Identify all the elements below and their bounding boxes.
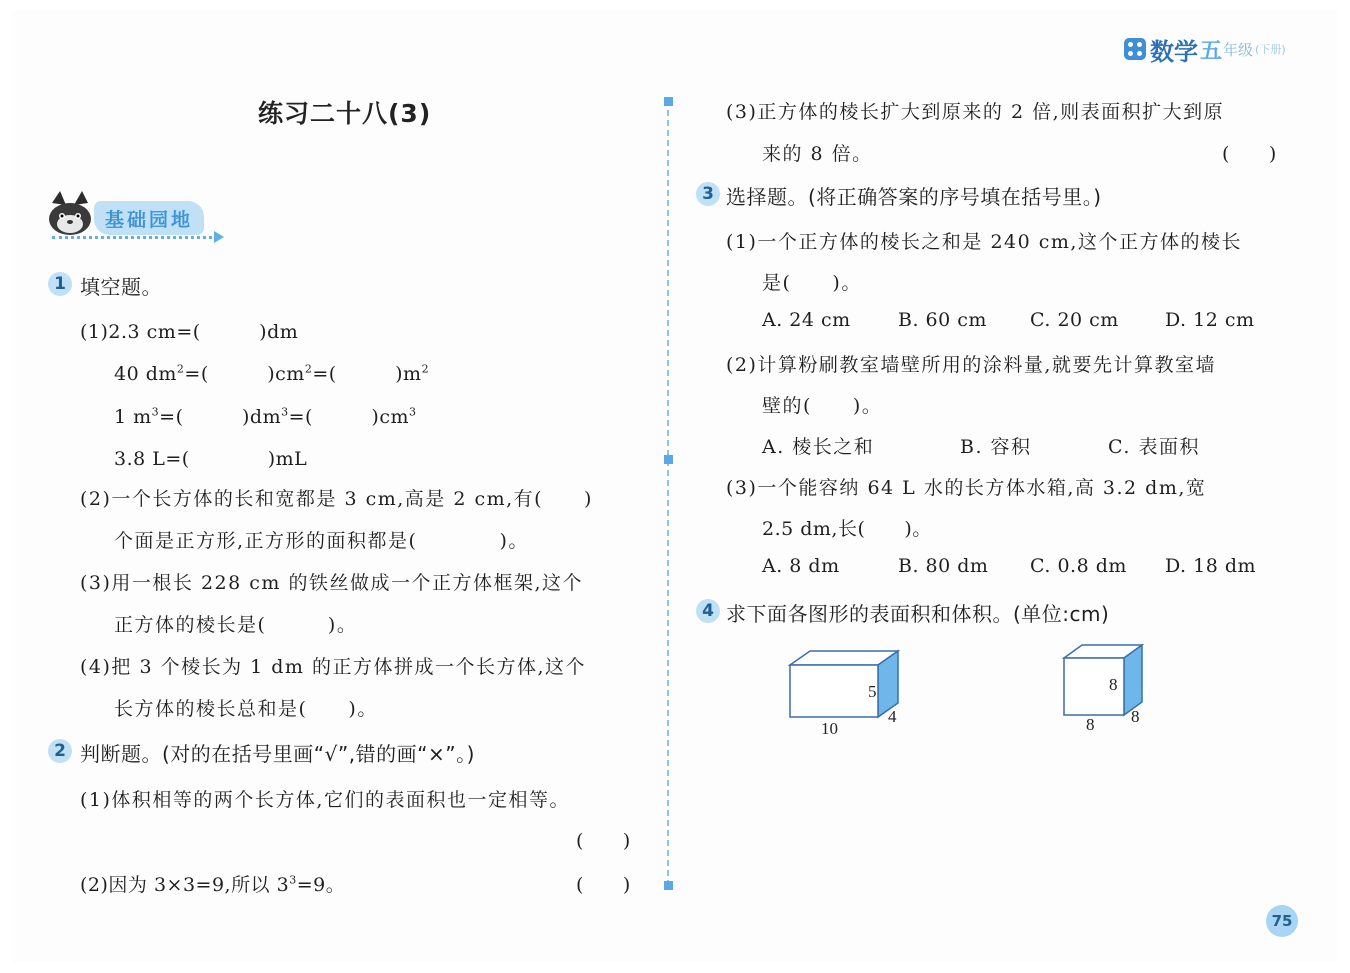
q3-1-line2: 是( )。	[762, 272, 862, 294]
q3-2-line1: (2)计算粉刷教室墙壁所用的涂料量,就要先计算教室墙	[726, 354, 1216, 376]
q3-2-option-c: C. 表面积	[1108, 436, 1200, 458]
q3-1-option-a: A. 24 cm	[762, 309, 851, 331]
cube-height-label: 8	[1109, 675, 1118, 694]
q2-2-blank[interactable]: ( )	[576, 874, 631, 896]
q3-2-option-a: A. 棱长之和	[762, 436, 875, 458]
cuboid-length-label: 10	[821, 719, 838, 738]
mascot-icon	[46, 191, 94, 237]
cuboid-figure	[780, 645, 910, 740]
q1-1-line1: (1)2.3 cm=( )dm	[80, 321, 299, 343]
q3-1-line1: (1)一个正方体的棱长之和是 240 cm,这个正方体的棱长	[726, 231, 1242, 253]
page-title: 练习二十八(3)	[258, 99, 432, 128]
cuboid-height-label: 5	[868, 682, 877, 701]
q3-1-option-b: B. 60 cm	[898, 309, 987, 331]
q2-3-line1: (3)正方体的棱长扩大到原来的 2 倍,则表面积扩大到原	[726, 101, 1225, 123]
q1-1-line3: 1 $m^3=$( )$dm^3=$( )$cm^3$	[114, 405, 417, 428]
q3-1-option-c: C. 20 cm	[1030, 309, 1119, 331]
q2-1-blank[interactable]: ( )	[576, 830, 631, 852]
q3-3-option-b: B. 80 dm	[898, 555, 989, 577]
q3-3-option-d: D. 18 dm	[1165, 555, 1257, 577]
brand-volume: (下册)	[1255, 43, 1286, 56]
cube-width-label: 8	[1131, 707, 1140, 726]
brand-level: 年级	[1223, 40, 1254, 59]
divider-marker	[664, 455, 673, 464]
q1-heading: 填空题。	[80, 275, 162, 299]
q1-number: 1	[48, 272, 72, 296]
header-brand	[1124, 34, 1286, 64]
q3-number: 3	[696, 182, 720, 206]
cube-figure	[1056, 642, 1156, 737]
q3-2-line2: 壁的( )。	[762, 395, 883, 417]
q3-heading: 选择题。(将正确答案的序号填在括号里。)	[726, 185, 1102, 209]
q3-1-option-d: D. 12 cm	[1165, 309, 1255, 331]
q3-3-option-a: A. 8 dm	[762, 555, 840, 577]
q4-heading: 求下面各图形的表面积和体积。(单位:cm)	[726, 602, 1110, 626]
q3-3-line1: (3)一个能容纳 64 L 水的长方体水箱,高 3.2 dm,宽	[726, 477, 1207, 499]
divider-marker	[664, 97, 673, 106]
q3-3-line2: 2.5 dm,长( )。	[762, 518, 932, 540]
q2-heading: 判断题。(对的在括号里画“√”,错的画“×”。)	[80, 742, 475, 766]
q2-number: 2	[48, 739, 72, 763]
q2-1-line1: (1)体积相等的两个长方体,它们的表面积也一定相等。	[80, 789, 570, 811]
q2-2-line: (2)因为 3×3=9,所以 $3^3=9$。	[80, 873, 346, 896]
section-badge: 基础园地	[94, 201, 204, 235]
q1-3-line1: (3)用一根长 228 cm 的铁丝做成一个正方体框架,这个	[80, 572, 583, 594]
divider-marker	[664, 881, 673, 890]
cuboid-width-label: 4	[888, 707, 897, 726]
cube-length-label: 8	[1086, 715, 1095, 734]
brand-subject: 数学	[1150, 37, 1198, 66]
q1-2-line1: (2)一个长方体的长和宽都是 3 cm,高是 2 cm,有( )	[80, 488, 593, 510]
brand-logo-icon	[1124, 38, 1146, 60]
q2-3-blank[interactable]: ( )	[1222, 143, 1277, 165]
q3-2-option-b: B. 容积	[960, 436, 1032, 458]
page-number: 75	[1266, 905, 1298, 937]
q1-1-line4: 3.8 L=( )mL	[114, 448, 308, 470]
q1-4-line1: (4)把 3 个棱长为 1 dm 的正方体拼成一个长方体,这个	[80, 656, 587, 678]
section-arrow-icon	[214, 231, 224, 243]
q1-2-line2: 个面是正方形,正方形的面积都是( )。	[114, 530, 529, 552]
brand-grade: 五	[1200, 38, 1223, 64]
q4-number: 4	[696, 599, 720, 623]
section-underline	[52, 236, 218, 239]
q2-3-line2: 来的 8 倍。	[762, 143, 873, 165]
q1-4-line2: 长方体的棱长总和是( )。	[114, 698, 378, 720]
q3-3-option-c: C. 0.8 dm	[1030, 555, 1127, 577]
q1-1-line2: 40 $dm^2=$( )$cm^2=$( )$m^2$	[114, 362, 430, 385]
column-divider	[667, 100, 669, 886]
q1-3-line2: 正方体的棱长是( )。	[114, 614, 358, 636]
